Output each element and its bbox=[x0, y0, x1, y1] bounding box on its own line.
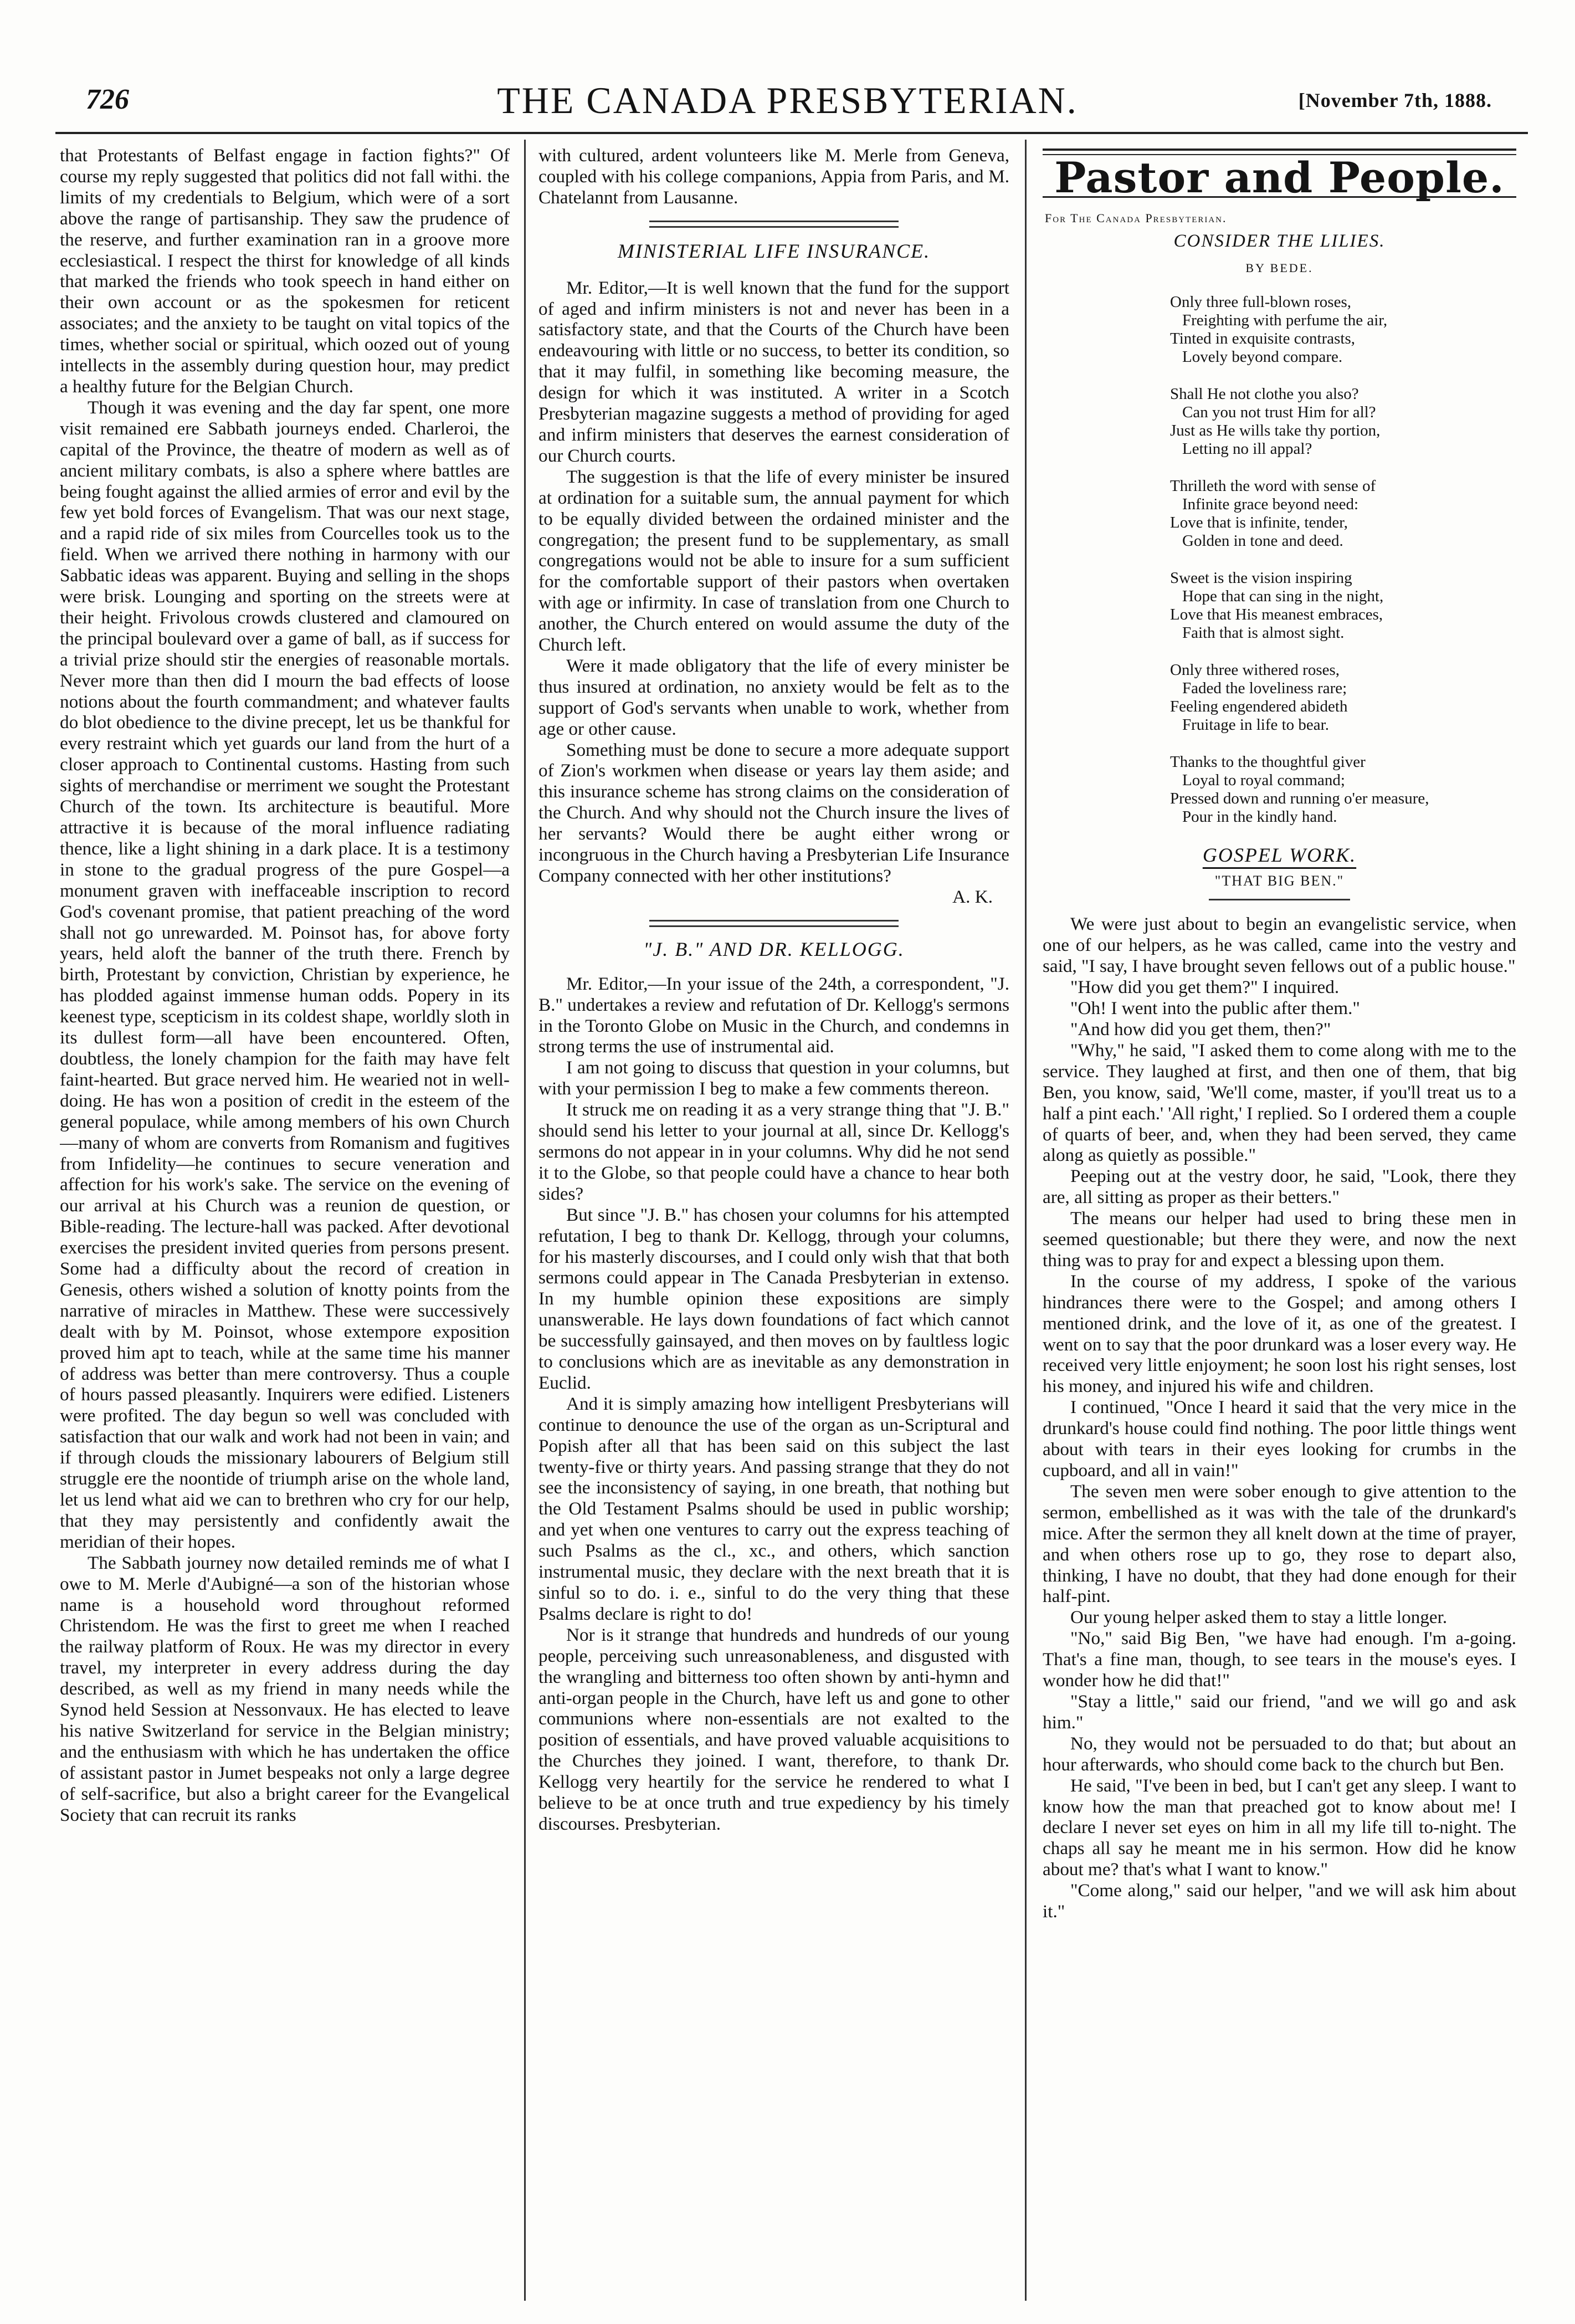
paragraph: "And how did you get them, then?" bbox=[1070, 1018, 1331, 1040]
paragraph: "Come along," said our helper, "and we will ask him about it." bbox=[1043, 1880, 1516, 1922]
paragraph: Were it made obligatory that the life of every minister be thus insured at ordination, no anxiety would be felt as to the support of God's servants when unable to work, whether from age or other cause. bbox=[538, 655, 1009, 739]
poem-stanza bbox=[1170, 661, 1516, 734]
poem-line: Love that His meanest embraces, bbox=[1170, 605, 1383, 623]
poem-stanza bbox=[1170, 293, 1516, 366]
poem-line: Pour in the kindly hand. bbox=[1182, 807, 1337, 826]
column-3 bbox=[1043, 145, 1516, 2295]
poem-line: Faded the loveliness rare; bbox=[1182, 679, 1347, 697]
paragraph: No, they would not be persuaded to do that; but about an hour afterwards, who should come back to the church but Ben. bbox=[1043, 1733, 1516, 1775]
paragraph: Nor is it strange that hundreds and hundreds of our young people, perceiving such unreasonableness, and disgusted with the wrangling and bitterness too often shown by anti-hymn and anti-organ people in the Church, have left us and gone to other communions where non-essentials are not exalted to the position of essentials, and have proved valuable acquisitions to the Churches they joined. I want, therefore, to thank Dr. Kellogg very heartily for the service he rendered to what I believe to be at once truth and true expediency by his timely discourses. Presbyterian. bbox=[538, 1624, 1009, 1834]
paragraph: Our young helper asked them to stay a little longer. bbox=[1070, 1607, 1448, 1628]
paragraph: And it is simply amazing how intelligent Presbyterians will continue to denounce the use of the organ as un-Scriptural and Popish after all that has been said on this subject the last twenty-five or thirty years. And passing strange that they do not see the inconsistency of saying, in one breath, that nothing but the Old Testament Psalms should be used in public worship; and yet when one ventures to carry out the express teaching of such Psalms as the cl., xc., and others, which sanction instrumental music, they declare with the next breath that it is sinful so to do. i. e., sinful to do the very thing that these Psalms declare is right to do! bbox=[538, 1393, 1009, 1624]
poem-line: Thanks to the thoughtful giver bbox=[1170, 753, 1366, 771]
paragraph: "Stay a little," said our friend, "and we will go and ask him." bbox=[1043, 1691, 1516, 1733]
poem-stanza bbox=[1170, 753, 1516, 826]
section-title: MINISTERIAL LIFE INSURANCE. bbox=[617, 239, 931, 262]
poem-line: Letting no ill appal? bbox=[1182, 439, 1312, 458]
poem-line: Pressed down and running o'er measure, bbox=[1170, 789, 1429, 807]
section-divider bbox=[649, 920, 899, 927]
paragraph: The suggestion is that the life of every minister be insured at ordination for a suitable sum, the annual payment for which to be equally divided between the ordained minister and the congregation; the present fund to be supplementary, as small congregations would not be able to insure for a sum sufficient for the comfortable support of their pastors when overtaken with age or infirmity. In case of translation from one Church to another, the Church entered on would assume the duty of the Church left. bbox=[538, 466, 1009, 656]
paragraph: The seven men were sober enough to give attention to the sermon, embellished as it was with the tale of the drunkard's mice. After the sermon they all knelt down at the time of prayer, and when others rose up to go, they rose to depart also, thinking, I have no doubt, that they had done enough for their half-pint. bbox=[1043, 1481, 1516, 1607]
paragraph: "Oh! I went into the public after them." bbox=[1070, 998, 1360, 1019]
poem-title: CONSIDER THE LILIES. bbox=[1173, 231, 1386, 251]
poem-line: Lovely beyond compare. bbox=[1182, 347, 1343, 366]
paragraph: It struck me on reading it as a very strange thing that "J. B." should send his letter to your journal at all, since Dr. Kellogg's sermons do not appear in in your columns. Why did he not send it to the Globe, so that people could have a chance to hear both sides? bbox=[538, 1099, 1009, 1204]
poem-line: Faith that is almost sight. bbox=[1182, 623, 1345, 642]
column-divider bbox=[524, 140, 526, 2301]
paragraph: I continued, "Once I heard it said that the very mice in the drunkard's house could find nothing. The poor little things went about with tears in their eyes looking for crumbs in the cupboard, and all in vain!" bbox=[1043, 1397, 1516, 1481]
paragraph: Mr. Editor,—It is well known that the fund for the support of aged and infirm ministers is not and never has been in a satisfactory state, and that the Courts of the Church have been endeavouring with little or no success, to better its condition, so that it may fulfil, in something like becoming measure, the design for which it was instituted. A writer in a Scotch Presbyterian magazine suggests a method of providing for aged and infirm ministers that deserves the earnest consideration of our Church courts. bbox=[538, 277, 1009, 466]
poem-line: Infinite grace beyond need: bbox=[1182, 495, 1359, 513]
section-subtitle: "THAT BIG BEN." bbox=[1214, 872, 1345, 889]
page-number: 726 bbox=[86, 84, 129, 115]
poem-line: Thrilleth the word with sense of bbox=[1170, 477, 1376, 495]
poem-line: Feeling engendered abideth bbox=[1170, 697, 1348, 715]
paragraph: Though it was evening and the day far spent, one more visit remained ere Sabbath journeys ended. Charleroi, the capital of the Province, the theatre of modern as well as of ancient military combats, is also a sphere where battles are being fought against the allied armies of error and evil by the few yet bold forces of Evangelism. That was our next stage, and a rapid ride of six miles from Courcelles took us to the field. When we arrived there nothing in harmony with our Sabbatic ideas was apparent. Buying and selling in the shops were brisk. Lounging and sporting on the streets were at their height. Frivolous crowds clustered and clamoured on the principal boulevard over a game of ball, as if success for a trivial prize should stir the energies of reasonable mortals. Never more than then did I mourn the bad effects of loose notions about the fourth commandment; and whatever faults do blot obedience to the divine precept, let us be thankful for every restraint which yet guards our land from the hurt of a closer approach to Continental customs. Hasting from such sights of merchandise or merriment we sought the Protestant Church of the town. Its architecture is beautiful. More attractive it is because of the moral influence radiating thence, like a light shining in a dark place. It is a testimony in stone to the gradual progress of the pure Gospel—a monument graven with ineffaceable inscription to record God's covenant promise, that patient preaching of the word shall not go unrewarded. M. Poinsot has, for above forty years, held aloft the banner of the truth there. French by birth, Protestant by conviction, Christian by experience, he has plodded against immense human odds. Popery in its keenest type, scepticism in its coldest shape, worldly sloth in its dullest form—all have been encountered. Often, doubtless, the lonely champion for the faith may have felt faint-hearted. But grace nerved him. He wearied not in well-doing. He has won a position of credit in the esteem of the general populace, while among members of his own Church—many of whom are converts from Romanism and fugitives from Infidelity—he continues to secure veneration and affection for his work's sake. The service on the evening of our arrival at his Church was a reunion de question, or Bible-reading. The lecture-hall was packed. After devotional exercises the president invited queries from persons present. Some had a difficulty about the record of creation in Genesis, others wished a solution of knotty points from the narrative of miracles in Matthew. These were successively dealt with by M. Poinsot, whose extempore exposition proved him apt to teach, while at the same time his manner of address was better than mere controversy. Thus a couple of hours passed pleasantly. Inquirers were edified. Listeners were profited. The day begun so well was concluded with satisfaction that our walk and work had not been in vain; and if through clouds the missionary labourers of Belgium still struggle ere the noontide of triumph arise on the whole land, let us lend what aid we can to brethren who cry for our help, that they may persistently and confidently await the meridian of their hopes. bbox=[60, 397, 510, 1552]
paragraph: "No," said Big Ben, "we have had enough. I'm a-going. That's a fine man, though, to see tears in the mouse's eyes. I wonder how he did that!" bbox=[1043, 1628, 1516, 1691]
paragraph: In the course of my address, I spoke of the various hindrances there were to the Gospel; and among others I mentioned drink, and the love of it, as one of the greatest. I went on to say that the poor drunkard was a loser every way. He received very little enjoyment; he soon lost his right senses, lost his money, and injured his wife and children. bbox=[1043, 1271, 1516, 1397]
poem-line: Sweet is the vision inspiring bbox=[1170, 569, 1352, 587]
section-divider bbox=[1209, 899, 1350, 900]
paragraph: "Why," he said, "I asked them to come along with me to the service. They laughed at first, and then one of them, that big Ben, you know, said, 'We'll come, master, if you'll treat us to a half a pint each.' 'All right,' I replied. So I ordered them a couple of quarts of beer, and, when they had been served, they came along as quietly as possible." bbox=[1043, 1040, 1516, 1166]
paragraph: I am not going to discuss that question in your columns, but with your permission I beg to make a few comments thereon. bbox=[538, 1057, 1009, 1099]
paragraph: Mr. Editor,—In your issue of the 24th, a correspondent, "J. B." undertakes a review and refutation of Dr. Kellogg's sermons in the Toronto Globe on Music in the Church, and condemns in strong terms the use of instrumental aid. bbox=[538, 973, 1009, 1057]
issue-date: [November 7th, 1888. bbox=[1298, 89, 1492, 111]
poem bbox=[1170, 293, 1516, 826]
poem-line: Only three withered roses, bbox=[1170, 661, 1340, 679]
poem-stanza bbox=[1170, 569, 1516, 642]
poem-line: Can you not trust Him for all? bbox=[1182, 403, 1376, 421]
poem-line: Just as He wills take thy portion, bbox=[1170, 421, 1381, 439]
poem-line: Tinted in exquisite contrasts, bbox=[1170, 329, 1356, 347]
column-divider bbox=[1025, 140, 1027, 2301]
newspaper-title: THE CANADA PRESBYTERIAN. bbox=[497, 79, 1078, 121]
poem-byline: BY BEDE. bbox=[1245, 260, 1314, 275]
section-title: GOSPEL WORK. bbox=[1202, 843, 1357, 866]
poem-line: Hope that can sing in the night, bbox=[1182, 587, 1384, 605]
paragraph: with cultured, ardent volunteers like M. Merle from Geneva, coupled with his college companions, Appia from Paris, and M. Chatelannt from Lausanne. bbox=[538, 145, 1009, 208]
paragraph: We were just about to begin an evangelistic service, when one of our helpers, as he was called, came into the vestry and said, "I say, I have brought seven fellows out of a public house." bbox=[1043, 914, 1516, 977]
masthead bbox=[0, 0, 1575, 139]
poem-line: Loyal to royal command; bbox=[1182, 771, 1345, 789]
section-header: Pastor and People. bbox=[1054, 153, 1505, 202]
section-divider bbox=[649, 221, 899, 228]
poem-line: Golden in tone and deed. bbox=[1182, 531, 1343, 550]
signature: A. K. bbox=[952, 886, 993, 907]
paragraph: But since "J. B." has chosen your columns for his attempted refutation, I beg to thank Dr. Kellogg, through your columns, for his masterly discourses, and I could only wish that that both sermons could appear in The Canada Presbyterian in extenso. In my humble opinion these expositions are simply unanswerable. He lays down foundations of fact which cannot be successfully gainsayed, and then moves on by faultless logic to conclusions which are as inevitable as any demonstration in Euclid. bbox=[538, 1204, 1009, 1393]
paragraph: He said, "I've been in bed, but I can't get any sleep. I want to know how the man that preached got to know about me! I declare I never set eyes on him in all my life till to-night. The chaps all say he meant me in his sermon. How did he know about me? that's what I want to know." bbox=[1043, 1775, 1516, 1880]
poem-line: Love that is infinite, tender, bbox=[1170, 513, 1348, 531]
poem-line: Only three full-blown roses, bbox=[1170, 293, 1351, 311]
poem-stanza bbox=[1170, 477, 1516, 550]
poem-line: Freighting with perfume the air, bbox=[1182, 311, 1388, 329]
column-1 bbox=[60, 145, 510, 2295]
poem-source: For The Canada Presbyterian. bbox=[1045, 211, 1227, 225]
poem-line: Shall He not clothe you also? bbox=[1170, 385, 1359, 403]
poem-stanza bbox=[1170, 385, 1516, 458]
paragraph: Peeping out at the vestry door, he said, "Look, there they are, all sitting as proper as their betters." bbox=[1043, 1166, 1516, 1208]
masthead-rule bbox=[55, 132, 1528, 134]
paragraph: The means our helper had used to bring these men in seemed questionable; but there they were, and now the next thing was to pray for and expect a blessing upon them. bbox=[1043, 1208, 1516, 1271]
poem-line: Fruitage in life to bear. bbox=[1182, 715, 1329, 734]
column-2 bbox=[538, 145, 1009, 2295]
paragraph: Something must be done to secure a more adequate support of Zion's workmen when disease or years lay them aside; and this insurance scheme has strong claims on the consideration of the Church. And why should not the Church insure the lives of her servants? Would there be aught either wrong or incongruous in the Church having a Presbyterian Life Insurance Company connected with her other institutions? bbox=[538, 739, 1009, 886]
paragraph: The Sabbath journey now detailed reminds me of what I owe to M. Merle d'Aubigné—a son of the historian whose name is a household word throughout reformed Christendom. He was the first to greet me when I reached the railway platform of Roux. He was my director in every travel, my interpreter in every address during the day described, as well as my friend in many needs while the Synod held Session at Nessonvaux. He has elected to leave his native Switzerland for service in the Belgian ministry; and the enthusiasm with which he has undertaken the office of assistant pastor in Jumet bespeaks not only a large degree of self-sacrifice, but also a bright career for the Evangelical Society that can recruit its ranks bbox=[60, 1552, 510, 1825]
paragraph: "How did you get them?" I inquired. bbox=[1070, 977, 1340, 998]
paragraph: that Protestants of Belfast engage in faction fights?" Of course my reply suggested that politics did not fall withi. the limits of my credentials to Belgium, which were of a sort above the range of partisanship. They saw the prudence of the reserve, and further examination ran in a groove more ecclesiastical. I respect the thirst for knowledge of all kinds that marked the friends who took speech in hand either on their own account or as the spokesmen for reticent associates; and the anxiety to be taught on vital topics of the times, whether social or spiritual, which oozed out of young intellects in the assembly during question hour, may predict a healthy future for the Belgian Church. bbox=[60, 145, 510, 397]
section-title: "J. B." AND DR. KELLOGG. bbox=[643, 938, 905, 960]
